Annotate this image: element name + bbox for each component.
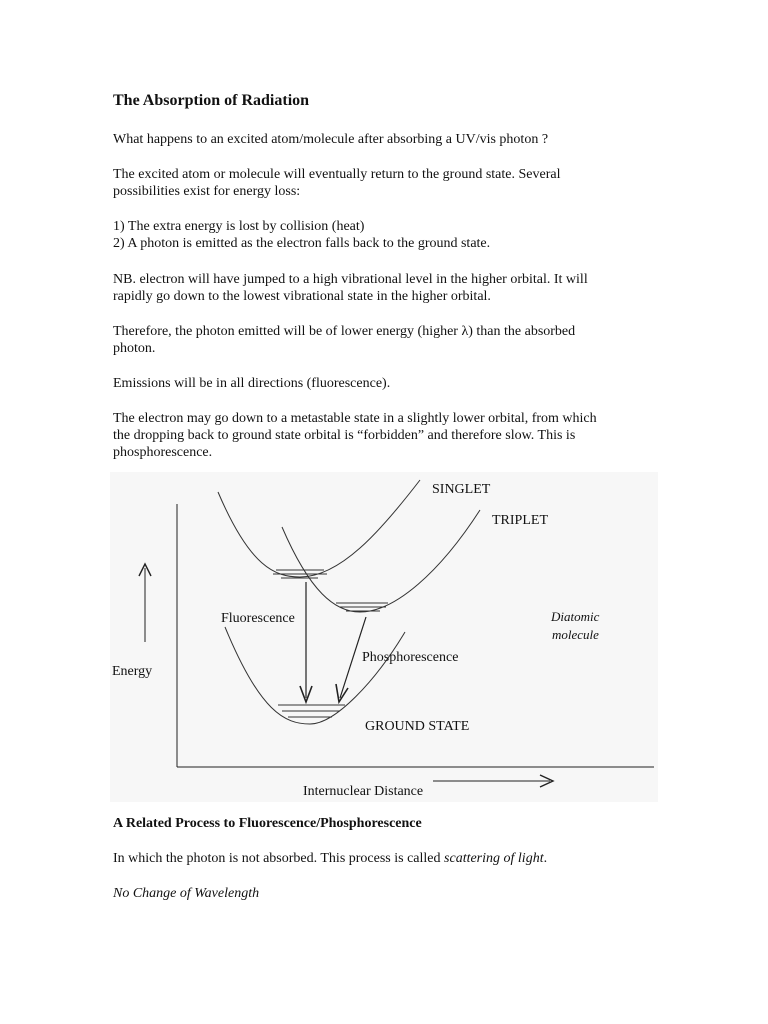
nb-line-2: rapidly go down to the lowest vibrational state in the higher orbital.	[113, 289, 491, 304]
scattering-text: In which the photon is not absorbed. This process is called	[113, 851, 445, 866]
list-item-photon: 2) A photon is emitted as the electron falls back to the ground state.	[113, 236, 491, 251]
list-item-collision: 1) The extra energy is lost by collision (heat)	[113, 219, 365, 234]
therefore-line-1: Therefore, the photon emitted will be of lower energy (higher λ) than the absorbed	[113, 324, 576, 339]
singlet-label: SINGLET	[432, 482, 491, 497]
paragraph-ground-state-line-2: possibilities exist for energy loss:	[113, 184, 301, 199]
fluorescence-label: Fluorescence	[221, 611, 295, 626]
scattering-end: .	[543, 851, 548, 866]
molecule-label: molecule	[552, 627, 599, 642]
scattering-paragraph	[113, 850, 547, 868]
page-title: The Absorption of Radiation	[113, 92, 310, 109]
metastable-line-3: phosphorescence.	[113, 445, 213, 460]
energy-label: Energy	[112, 664, 153, 679]
scattering-term: scattering of light	[444, 851, 544, 866]
phosphorescence-label: Phosphorescence	[362, 650, 459, 665]
metastable-line-2: the dropping back to ground state orbital is “forbidden” and therefore slow. This is	[113, 428, 576, 443]
triplet-label: TRIPLET	[492, 513, 548, 528]
therefore-line-2: photon.	[113, 341, 156, 356]
diatomic-label: Diatomic	[551, 609, 600, 624]
energy-level-diagram	[110, 472, 658, 802]
metastable-line-1: The electron may go down to a metastable state in a slightly lower orbital, from which	[113, 411, 597, 426]
paragraph-ground-state-line-1: The excited atom or molecule will eventually return to the ground state. Several	[113, 167, 561, 182]
x-axis-label: Internuclear Distance	[303, 784, 424, 799]
related-process-heading: A Related Process to Fluorescence/Phosphorescence	[113, 816, 422, 831]
emissions-text: Emissions will be in all directions (fluorescence).	[113, 376, 391, 391]
question-text: What happens to an excited atom/molecule after absorbing a UV/vis photon ?	[113, 132, 549, 147]
nb-line-1: NB. electron will have jumped to a high vibrational level in the higher orbital. It will	[113, 272, 588, 287]
ground-state-label: GROUND STATE	[365, 719, 470, 734]
no-change-heading: No Change of Wavelength	[113, 886, 260, 901]
